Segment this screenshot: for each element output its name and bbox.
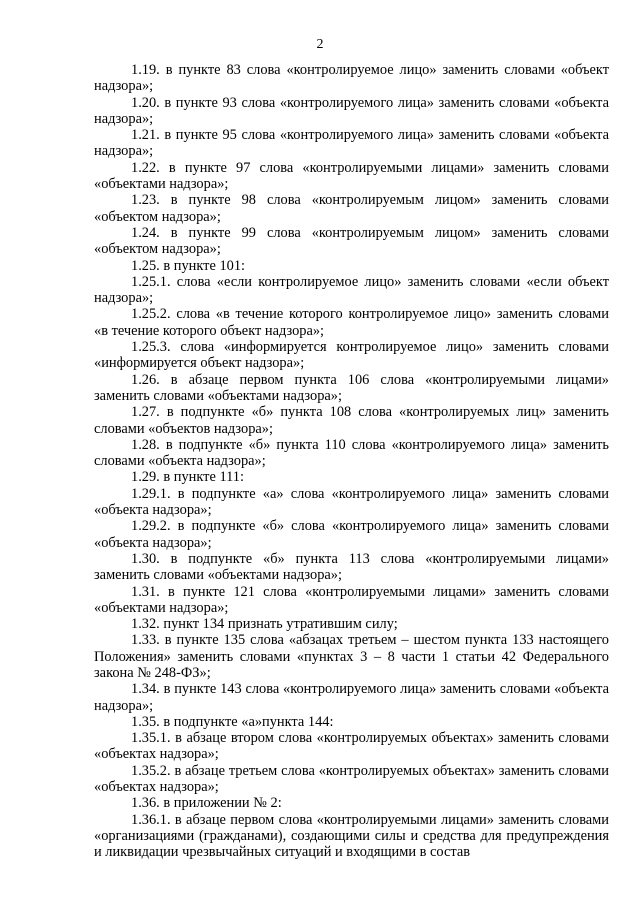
paragraph-1-25-2: 1.25.2. слова «в течение которого контролируемое лицо» заменить словами «в течение которого объект надзора»;	[94, 306, 609, 339]
paragraph-1-33: 1.33. в пункте 135 слова «абзацах третьем – шестом пункта 133 настоящего Положения» заменить словами «пунктах 3 – 8 части 1 статьи 42 Федерального закона № 248-ФЗ»;	[94, 632, 609, 681]
paragraph-1-20: 1.20. в пункте 93 слова «контролируемого лица» заменить словами «объекта надзора»;	[94, 94, 609, 127]
paragraph-1-25: 1.25. в пункте 101:	[131, 257, 246, 274]
paragraph-1-36-1: 1.36.1. в абзаце первом слова «контролируемыми лицами» заменить словами «организациями (гражданами), создающими силы и средства для предупреждения и ликвидации чрезвычайных ситуаций и входящими в состав	[94, 811, 609, 861]
page-number: 2	[316, 37, 324, 52]
paragraph-1-34: 1.34. в пункте 143 слова «контролируемого лица» заменить словами «объекта надзора»;	[94, 681, 609, 714]
paragraph-1-35-2: 1.35.2. в абзаце третьем слова «контролируемых объектах» заменить словами «объектах надзора»;	[94, 762, 609, 796]
paragraph-1-29-2: 1.29.2. в подпункте «б» слова «контролируемого лица» заменить словами «объекта надзора»;	[94, 518, 609, 551]
paragraph-1-21: 1.21. в пункте 95 слова «контролируемого лица» заменить словами «объекта надзора»;	[94, 127, 609, 160]
paragraph-1-25-1: 1.25.1. слова «если контролируемое лицо» заменить словами «если объект надзора»;	[94, 273, 609, 307]
paragraph-1-35-1: 1.35.1. в абзаце втором слова «контролируемых объектах» заменить словами «объектах надзора»;	[94, 730, 609, 763]
paragraph-1-32: 1.32. пункт 134 признать утратившим силу;	[131, 616, 398, 633]
paragraph-1-30: 1.30. в подпункте «б» пункта 113 слова «контролируемыми лицами» заменить словами «объектами надзора»;	[94, 550, 609, 584]
paragraph-1-22: 1.22. в пункте 97 слова «контролируемыми лицами» заменить словами «объектами надзора»;	[94, 159, 609, 193]
paragraph-1-25-3: 1.25.3. слова «информируется контролируемое лицо» заменить словами «информируется объект надзора»;	[94, 339, 609, 372]
paragraph-1-24: 1.24. в пункте 99 слова «контролируемым лицом» заменить словами «объектом надзора»;	[94, 224, 609, 258]
paragraph-1-23: 1.23. в пункте 98 слова «контролируемым лицом» заменить словами «объектом надзора»;	[94, 192, 609, 225]
paragraph-1-27: 1.27. в подпункте «б» пункта 108 слова «контролируемых лиц» заменить словами «объектов надзора»;	[94, 404, 609, 437]
paragraph-1-31: 1.31. в пункте 121 слова «контролируемыми лицами» заменить словами «объектами надзора»;	[94, 583, 609, 616]
paragraph-1-19: 1.19. в пункте 83 слова «контролируемое лицо» заменить словами «объект надзора»;	[94, 62, 609, 95]
paragraph-1-35: 1.35. в подпункте «а»пункта 144:	[131, 713, 334, 730]
paragraph-1-29: 1.29. в пункте 111:	[131, 469, 244, 486]
document-body	[94, 62, 609, 861]
paragraph-1-28: 1.28. в подпункте «б» пункта 110 слова «контролируемого лица» заменить словами «объекта надзора»;	[94, 436, 609, 470]
paragraph-1-36: 1.36. в приложении № 2:	[131, 795, 282, 812]
paragraph-1-26: 1.26. в абзаце первом пункта 106 слова «контролируемыми лицами» заменить словами «объектами надзора»;	[94, 371, 609, 404]
paragraph-1-29-1: 1.29.1. в подпункте «а» слова «контролируемого лица» заменить словами «объекта надзора»;	[94, 485, 609, 519]
